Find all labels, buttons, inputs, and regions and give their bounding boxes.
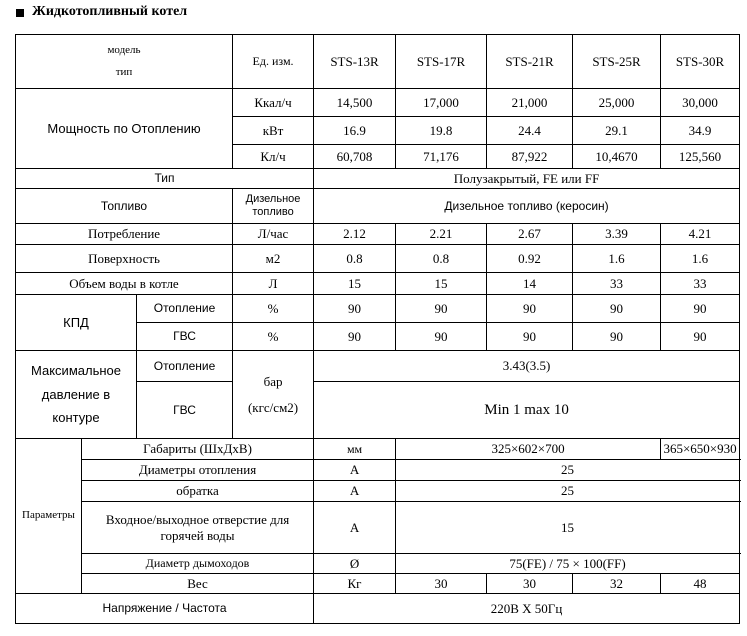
type-row-value: Полузакрытый, FE или FF <box>314 169 740 189</box>
power-value: 87,922 <box>487 145 573 169</box>
param-value: 25 <box>396 481 740 502</box>
model-type-header <box>16 35 233 89</box>
pressure-sub-label: ГВС <box>137 382 233 439</box>
surface-value: 0.8 <box>314 245 396 273</box>
efficiency-value: 90 <box>487 295 573 323</box>
water-volume-row <box>16 273 740 295</box>
efficiency-value: 90 <box>661 323 740 351</box>
fuel-row <box>16 189 740 224</box>
page-title-row <box>16 2 187 22</box>
parameters-label: Параметры <box>16 439 82 594</box>
pressure-unit-line1: бар <box>263 373 283 389</box>
efficiency-value: 90 <box>573 323 661 351</box>
param-value: 32 <box>573 574 661 594</box>
model-label: модель <box>107 44 141 57</box>
pressure-unit <box>233 351 314 439</box>
power-value: 34.9 <box>661 117 740 145</box>
surface-value: 1.6 <box>573 245 661 273</box>
consumption-value: 2.12 <box>314 224 396 245</box>
efficiency-row <box>16 295 740 323</box>
header-row <box>16 35 740 89</box>
param-row <box>16 481 740 502</box>
voltage-row <box>16 594 740 624</box>
power-value: 21,000 <box>487 89 573 117</box>
type-row <box>16 169 740 189</box>
efficiency-value: 90 <box>573 295 661 323</box>
water-volume-unit: Л <box>233 273 314 295</box>
surface-label: Поверхность <box>16 245 233 273</box>
water-volume-label: Объем воды в котле <box>16 273 233 295</box>
param-row <box>16 439 740 460</box>
fuel-value: Дизельное топливо (керосин) <box>314 189 740 224</box>
consumption-value: 3.39 <box>573 224 661 245</box>
param-label: обратка <box>82 481 314 502</box>
power-value: 14,500 <box>314 89 396 117</box>
consumption-label: Потребление <box>16 224 233 245</box>
fuel-unit: Дизельное топливо <box>233 189 314 224</box>
param-unit: A <box>314 481 396 502</box>
param-unit: A <box>314 460 396 481</box>
square-bullet-icon <box>16 9 24 17</box>
surface-unit: м2 <box>233 245 314 273</box>
voltage-value: 220В Х 50Гц <box>314 594 740 624</box>
param-row <box>16 554 740 574</box>
power-label: Мощность по Отоплению <box>16 89 233 169</box>
efficiency-value: 90 <box>314 323 396 351</box>
water-volume-value: 15 <box>314 273 396 295</box>
param-value: 25 <box>396 460 740 481</box>
efficiency-value: 90 <box>314 295 396 323</box>
power-value: 60,708 <box>314 145 396 169</box>
model-header: STS-25R <box>573 35 661 89</box>
param-value: 48 <box>661 574 740 594</box>
param-label: Габариты (ШхДхВ) <box>82 439 314 460</box>
water-volume-value: 14 <box>487 273 573 295</box>
param-label: Входное/выходное отверстие для горячей воды <box>82 502 314 554</box>
surface-value: 1.6 <box>661 245 740 273</box>
efficiency-sub-label: ГВС <box>137 323 233 351</box>
param-value: 75(FE) / 75 × 100(FF) <box>396 554 740 574</box>
efficiency-unit: % <box>233 295 314 323</box>
param-label: Диаметр дымоходов <box>82 554 314 574</box>
water-volume-value: 33 <box>661 273 740 295</box>
param-label: Вес <box>82 574 314 594</box>
param-unit: Кг <box>314 574 396 594</box>
water-volume-value: 33 <box>573 273 661 295</box>
param-value: 325×602×700 <box>396 439 661 460</box>
param-value: 365×650×930 <box>661 439 740 460</box>
param-label: Диаметры отопления <box>82 460 314 481</box>
efficiency-value: 90 <box>487 323 573 351</box>
power-value: 10,4670 <box>573 145 661 169</box>
page-title: Жидкотопливный котел <box>32 4 188 19</box>
param-row <box>16 502 740 554</box>
pressure-value: 3.43(3.5) <box>314 351 740 382</box>
surface-value: 0.92 <box>487 245 573 273</box>
pressure-row <box>16 351 740 382</box>
consumption-row <box>16 224 740 245</box>
power-unit: Кл/ч <box>233 145 314 169</box>
param-unit: Ø <box>314 554 396 574</box>
power-value: 25,000 <box>573 89 661 117</box>
surface-value: 0.8 <box>396 245 487 273</box>
spec-table <box>15 34 740 624</box>
consumption-value: 2.21 <box>396 224 487 245</box>
water-volume-value: 15 <box>396 273 487 295</box>
efficiency-value: 90 <box>396 295 487 323</box>
model-header: STS-30R <box>661 35 740 89</box>
pressure-value: Min 1 max 10 <box>314 382 740 439</box>
power-value: 17,000 <box>396 89 487 117</box>
power-value: 125,560 <box>661 145 740 169</box>
efficiency-sub-label: Отопление <box>137 295 233 323</box>
efficiency-unit: % <box>233 323 314 351</box>
model-header: STS-21R <box>487 35 573 89</box>
type-label: тип <box>115 65 133 78</box>
power-value: 19.8 <box>396 117 487 145</box>
consumption-unit: Л/час <box>233 224 314 245</box>
param-row <box>16 460 740 481</box>
pressure-label: Максимальное давление в контуре <box>16 351 137 439</box>
power-row <box>16 89 740 117</box>
type-row-label: Тип <box>16 169 314 189</box>
power-unit: кВт <box>233 117 314 145</box>
param-value: 15 <box>396 502 740 554</box>
efficiency-value: 90 <box>396 323 487 351</box>
param-value: 30 <box>396 574 487 594</box>
consumption-value: 4.21 <box>661 224 740 245</box>
param-row <box>16 574 740 594</box>
consumption-value: 2.67 <box>487 224 573 245</box>
power-value: 24.4 <box>487 117 573 145</box>
power-value: 30,000 <box>661 89 740 117</box>
unit-header: Ед. изм. <box>233 35 314 89</box>
efficiency-label: КПД <box>16 295 137 351</box>
param-value: 30 <box>487 574 573 594</box>
pressure-sub-label: Отопление <box>137 351 233 382</box>
model-header: STS-13R <box>314 35 396 89</box>
param-unit: A <box>314 502 396 554</box>
param-unit: мм <box>314 439 396 460</box>
surface-row <box>16 245 740 273</box>
power-value: 29.1 <box>573 117 661 145</box>
fuel-label: Топливо <box>16 189 233 224</box>
power-value: 16.9 <box>314 117 396 145</box>
model-header: STS-17R <box>396 35 487 89</box>
pressure-unit-line2: (кгс/см2) <box>247 399 299 415</box>
power-unit: Ккал/ч <box>233 89 314 117</box>
power-value: 71,176 <box>396 145 487 169</box>
voltage-label: Напряжение / Частота <box>16 594 314 624</box>
efficiency-value: 90 <box>661 295 740 323</box>
